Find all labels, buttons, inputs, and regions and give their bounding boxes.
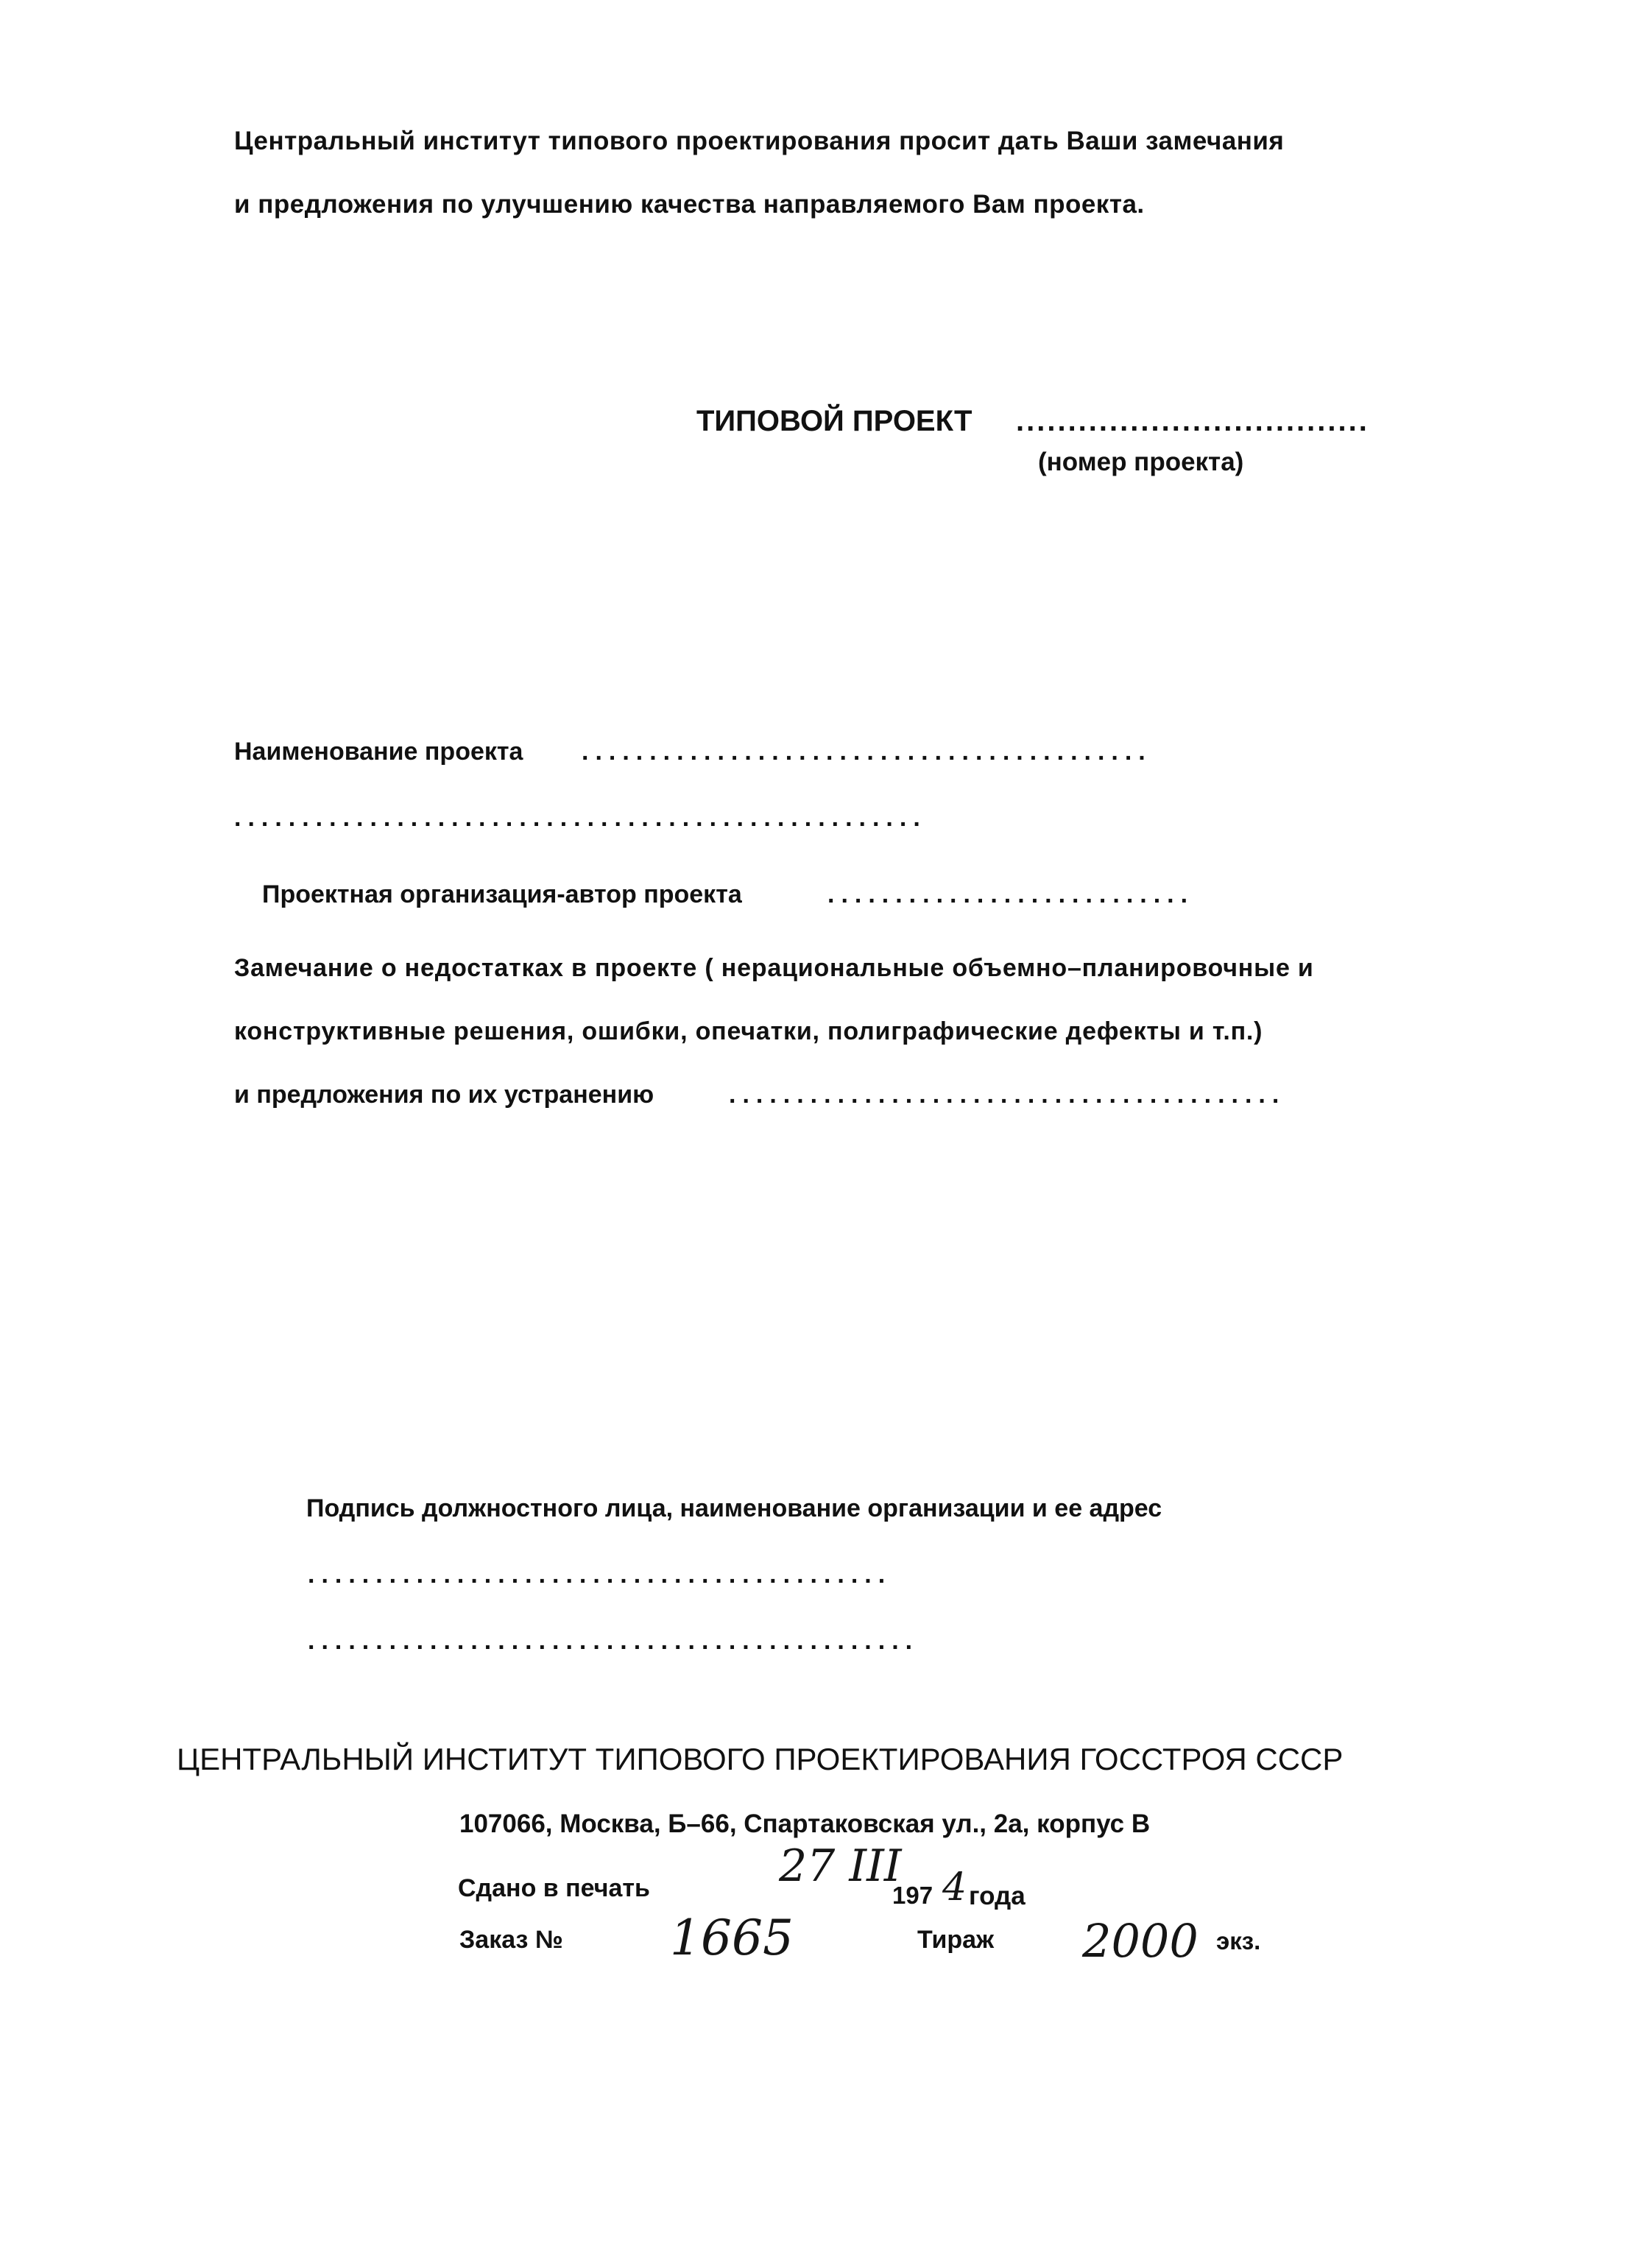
project-name-label: Наименование проекта xyxy=(234,738,523,766)
year-handwritten: 4 xyxy=(942,1865,967,1910)
remarks-line-1: Замечание о недостатках в проекте ( нерациональные объемно–планировочные и xyxy=(234,954,1314,982)
project-number-sublabel: (номер проекта) xyxy=(1038,448,1244,476)
print-label: Сдано в печать xyxy=(458,1874,650,1902)
remarks-line-3: и предложения по их устранению xyxy=(234,1081,654,1109)
intro-line-2: и предложения по улучшению качества направляемого Вам проекта. xyxy=(234,190,1145,219)
remarks-line-2: конструктивные решения, ошибки, опечатки, полиграфические дефекты и т.п.) xyxy=(234,1017,1263,1045)
project-header-label: ТИПОВОЙ ПРОЕКТ xyxy=(696,405,973,437)
order-number-handwritten: 1665 xyxy=(670,1910,794,1966)
organization-dots: ........................... xyxy=(827,880,1195,908)
institute-address: 107066, Москва, Б–66, Спартаковская ул., 2а, корпус В xyxy=(459,1809,1151,1838)
project-name-dots-2: ................................................... xyxy=(234,804,927,832)
organization-label: Проектная организация-автор проекта xyxy=(262,880,742,908)
project-name-dots: .......................................... xyxy=(582,738,1152,766)
circulation-number-handwritten: 2000 xyxy=(1082,1914,1199,1968)
signature-dots-2: ............................................. xyxy=(308,1627,919,1655)
print-date-handwritten: 27 III xyxy=(779,1840,902,1892)
year-prefix: 197 xyxy=(892,1882,933,1909)
year-suffix: года xyxy=(969,1882,1026,1910)
project-number-dots: .................................. xyxy=(1016,405,1369,437)
circulation-unit: экз. xyxy=(1216,1927,1261,1954)
institute-name: ЦЕНТРАЛЬНЫЙ ИНСТИТУТ ТИПОВОГО ПРОЕКТИРОВАНИЯ ГОССТРОЯ СССР xyxy=(177,1742,1344,1776)
remarks-dots: ......................................... xyxy=(729,1081,1286,1109)
intro-line-1: Центральный институт типового проектирования просит дать Ваши замечания xyxy=(234,127,1285,155)
signature-dots-1: ........................................... xyxy=(308,1561,892,1589)
order-label: Заказ № xyxy=(459,1926,563,1954)
circulation-label: Тираж xyxy=(917,1926,995,1954)
signature-label: Подпись должностного лица, наименование организации и ее адрес xyxy=(306,1494,1162,1522)
